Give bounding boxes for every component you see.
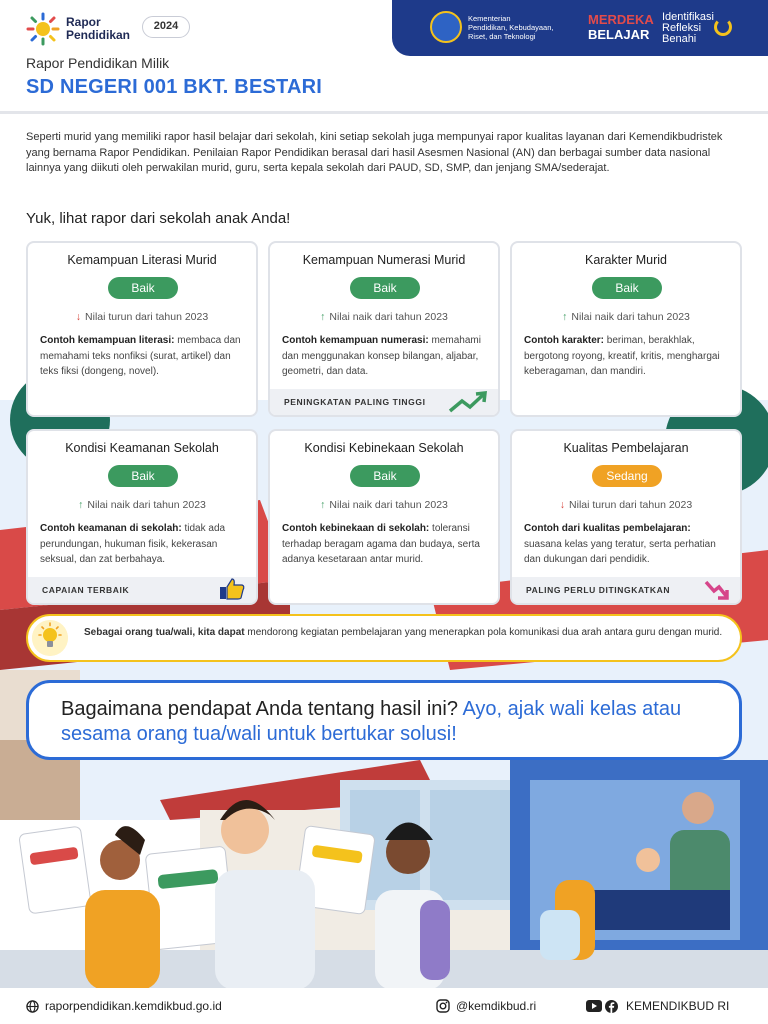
ministry-line-3: Riset, dan Teknologi [468, 32, 536, 41]
logo-line-1: Rapor [66, 15, 101, 29]
desc-body: membaca dan memahami teks nonfiksi (surat, artikel) dan teks fiksi (dongeng, novel). [40, 335, 241, 377]
merdeka-belajar-logo [588, 12, 654, 42]
card-title: Kondisi Keamanan Sekolah [65, 441, 219, 455]
footer [0, 988, 768, 1024]
ministry-line-1: Kementerian [468, 14, 511, 23]
desc-body: memahami dan menggunakan konsep bilangan, aljabar, geometri, dan data. [282, 335, 481, 377]
desc-label: Contoh kebinekaan di sekolah: [282, 523, 430, 534]
arrow-down-icon: ↓ [75, 311, 82, 323]
refleksi-logo [662, 12, 714, 45]
refleksi-line-1: Identifikasi [662, 11, 714, 23]
tip-body: mendorong kegiatan pembelajaran yang menerapkan pola komunikasi dua arah antara guru dengan murid. [244, 627, 723, 638]
card-literasi[interactable] [26, 241, 258, 417]
intro-paragraph: Seperti murid yang memiliki rapor hasil belajar dari sekolah, kini setiap sekolah juga mempunyai rapor kualitas layanan dari Kemendikbudristek yang bernama Rapor Pendidikan. Penilaian Rapor Pendidikan berasal dari hasil Asesmen Nasional (AN) dan berbagai sumber data nasional lainnya yang diikuti oleh perwakilan murid, guru, serta kepala sekolah dari PAUD, SD, SMP, dan jenjang SMA/sederajat. [26, 131, 723, 174]
card-kualitas-pembelajaran[interactable] [510, 429, 742, 605]
card-description [524, 333, 730, 380]
merdeka-line-1: MERDEKA [588, 12, 654, 27]
status-badge: Baik [350, 465, 420, 487]
website-link[interactable] [26, 999, 222, 1013]
trend-text [28, 311, 256, 323]
card-description [282, 521, 488, 568]
status-badge: Baik [108, 277, 178, 299]
merdeka-line-2: BELAJAR [588, 27, 650, 42]
year-badge: 2024 [142, 16, 190, 38]
status-badge: Sedang [592, 465, 662, 487]
trend-down-icon [704, 579, 730, 601]
arrow-up-icon: ↑ [320, 311, 326, 323]
arrow-down-icon: ↓ [559, 499, 566, 511]
card-description [282, 333, 488, 380]
thumbs-up-icon [218, 577, 246, 601]
desc-label: Contoh karakter: [524, 335, 605, 346]
government-banner [392, 0, 768, 56]
desc-label: Contoh keamanan di sekolah: [40, 523, 182, 534]
card-footer [512, 577, 740, 603]
ministry-logo-icon [430, 11, 462, 43]
card-footer [28, 577, 256, 603]
card-title: Kemampuan Numerasi Murid [302, 253, 466, 267]
question-text: Bagaimana pendapat Anda tentang hasil ini? [61, 698, 463, 720]
call-to-action-box [26, 680, 742, 760]
trend-label: Nilai naik dari tahun 2023 [571, 311, 690, 323]
card-keamanan[interactable] [26, 429, 258, 605]
refleksi-line-2: Refleksi [662, 22, 702, 34]
desc-label: Contoh kemampuan literasi: [40, 335, 175, 346]
section-prompt: Yuk, lihat rapor dari sekolah anak Anda! [26, 210, 291, 227]
status-badge: Baik [592, 277, 662, 299]
card-karakter[interactable] [510, 241, 742, 417]
arrow-up-icon: ↑ [78, 499, 84, 511]
call-to-action-text [61, 697, 721, 747]
social-text: KEMENDIKBUD RI [626, 999, 730, 1013]
school-name: SD NEGERI 001 BKT. BESTARI [26, 76, 323, 98]
instagram-icon [436, 999, 450, 1013]
tip-text [84, 626, 734, 640]
website-text: raporpendidikan.kemdikbud.go.id [45, 999, 222, 1013]
globe-icon [26, 1000, 39, 1013]
card-title: Kualitas Pembelajaran [563, 441, 689, 455]
refleksi-ring-icon [714, 18, 732, 36]
trend-text [270, 499, 498, 511]
parent-tip [26, 614, 742, 662]
desc-body: toleransi terhadap beragam agama dan budaya, serta adanya kesetaraan antar murid. [282, 523, 480, 565]
question-highlight: Ayo, ajak wali kelas atau sesama orang tua/wali untuk bertukar solusi! [61, 698, 682, 745]
trend-text [270, 311, 498, 323]
refleksi-line-3: Benahi [662, 33, 697, 45]
card-kebinekaan[interactable] [268, 429, 500, 605]
ministry-name [468, 14, 578, 41]
card-title: Kemampuan Literasi Murid [67, 253, 217, 267]
desc-body: beriman, berakhlak, bergotong royong, kreatif, kritis, menghargai keberagaman, dan mandiri. [524, 335, 720, 377]
instagram-link[interactable] [436, 999, 536, 1013]
footer-label: CAPAIAN TERBAIK [42, 585, 130, 595]
card-description [524, 521, 730, 568]
trend-text [28, 499, 256, 511]
desc-label: Contoh dari kualitas pembelajaran: [524, 523, 691, 534]
card-title: Karakter Murid [585, 253, 667, 267]
footer-label: PALING PERLU DITINGKATKAN [526, 585, 671, 595]
card-description [40, 333, 246, 380]
rapor-pendidikan-logo [26, 12, 130, 46]
trend-label: Nilai turun dari tahun 2023 [85, 311, 209, 323]
trend-text [512, 311, 740, 323]
desc-label: Contoh kemampuan numerasi: [282, 335, 429, 346]
trend-label: Nilai turun dari tahun 2023 [569, 499, 693, 511]
card-description [40, 521, 246, 568]
ministry-line-2: Pendidikan, Kebudayaan, [468, 23, 554, 32]
desc-body: tidak ada perundungan, hukuman fisik, kekerasan seksual, dan zat berbahaya. [40, 523, 226, 565]
youtube-icon [586, 1000, 602, 1012]
tip-lead: Sebagai orang tua/wali, kita dapat [84, 627, 245, 638]
logo-line-2: Pendidikan [66, 28, 131, 42]
lightbulb-icon [32, 620, 68, 656]
arrow-up-icon: ↑ [562, 311, 568, 323]
status-badge: Baik [108, 465, 178, 487]
trend-up-icon [448, 391, 488, 413]
instagram-text: @kemdikbud.ri [456, 999, 537, 1013]
trend-text [512, 499, 740, 511]
page-subtitle: Rapor Pendidikan Milik [26, 55, 170, 71]
card-numerasi[interactable] [268, 241, 500, 417]
logo-text [66, 16, 130, 42]
header [0, 0, 768, 112]
facebook-icon [605, 1000, 618, 1013]
sun-logo-icon [26, 12, 60, 46]
trend-label: Nilai naik dari tahun 2023 [329, 311, 448, 323]
card-title: Kondisi Kebinekaan Sekolah [304, 441, 464, 455]
status-badge: Baik [350, 277, 420, 299]
trend-label: Nilai naik dari tahun 2023 [329, 499, 448, 511]
social-link[interactable] [586, 999, 729, 1013]
footer-label: PENINGKATAN PALING TINGGI [284, 397, 426, 407]
desc-body: suasana kelas yang teratur, serta perhatian dan dukungan dari pendidik. [524, 538, 716, 565]
card-footer [270, 389, 498, 415]
trend-label: Nilai naik dari tahun 2023 [87, 499, 206, 511]
header-divider [0, 111, 768, 114]
arrow-up-icon: ↑ [320, 499, 326, 511]
